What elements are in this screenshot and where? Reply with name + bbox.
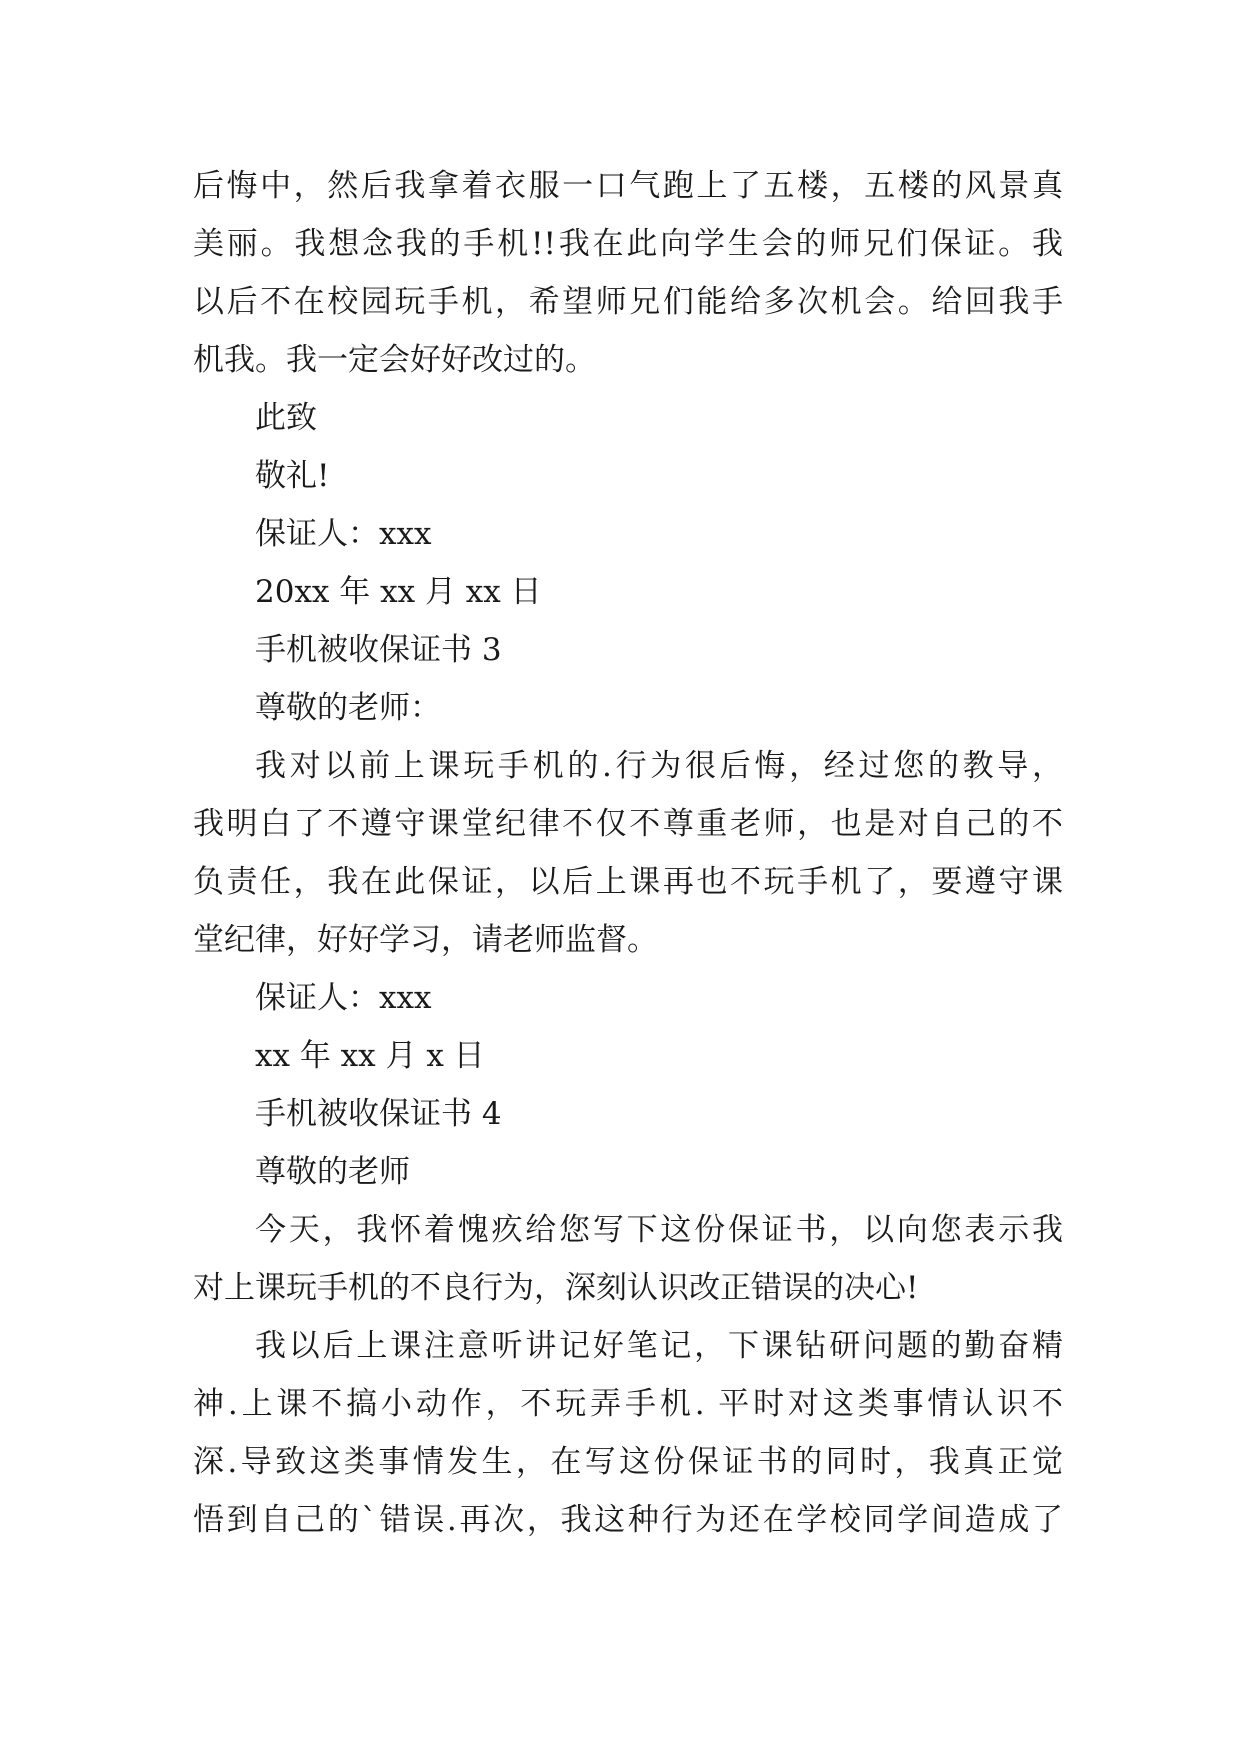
paragraph-line: 对上课玩手机的不良行为，深刻认识改正错误的决心! [193,1270,919,1306]
signer-line: 保证人：xxx [255,980,432,1016]
paragraph-line: 悟到自己的`错误.再次，我这种行为还在学校同学间造成了 [193,1502,1063,1538]
salutation: 尊敬的老师 [255,1154,410,1190]
paragraph-line: 机我。我一定会好好改过的。 [193,342,596,378]
paragraph-line: 堂纪律，好好学习，请老师监督。 [193,922,658,958]
paragraph-line: 后悔中，然后我拿着衣服一口气跑上了五楼，五楼的风景真 [193,168,1063,204]
section-title: 手机被收保证书 3 [255,632,502,668]
paragraph-line: 我明白了不遵守课堂纪律不仅不尊重老师，也是对自己的不 [193,806,1063,842]
signer-line: 保证人：xxx [255,516,432,552]
paragraph-line: 我对以前上课玩手机的.行为很后悔，经过您的教导， [255,748,1063,784]
paragraph-line: 今天，我怀着愧疚给您写下这份保证书，以向您表示我 [255,1212,1063,1248]
closing-line: 此致 [255,400,317,436]
paragraph-line: 我以后上课注意听讲记好笔记，下课钻研问题的勤奋精 [255,1328,1063,1364]
paragraph-line: 以后不在校园玩手机，希望师兄们能给多次机会。给回我手 [193,284,1063,320]
closing-line: 敬礼! [255,458,330,494]
section-title: 手机被收保证书 4 [255,1096,502,1132]
paragraph-line: 美丽。我想念我的手机!!我在此向学生会的师兄们保证。我 [193,226,1063,262]
paragraph-line: 负责任，我在此保证，以后上课再也不玩手机了，要遵守课 [193,864,1063,900]
date-line: 20xx 年 xx 月 xx 日 [255,574,542,610]
date-line: xx 年 xx 月 x 日 [255,1038,485,1074]
paragraph-line: 深.导致这类事情发生，在写这份保证书的同时，我真正觉 [193,1444,1063,1480]
paragraph-line: 神.上课不搞小动作，不玩弄手机. 平时对这类事情认识不 [193,1386,1063,1422]
salutation: 尊敬的老师： [255,690,441,726]
